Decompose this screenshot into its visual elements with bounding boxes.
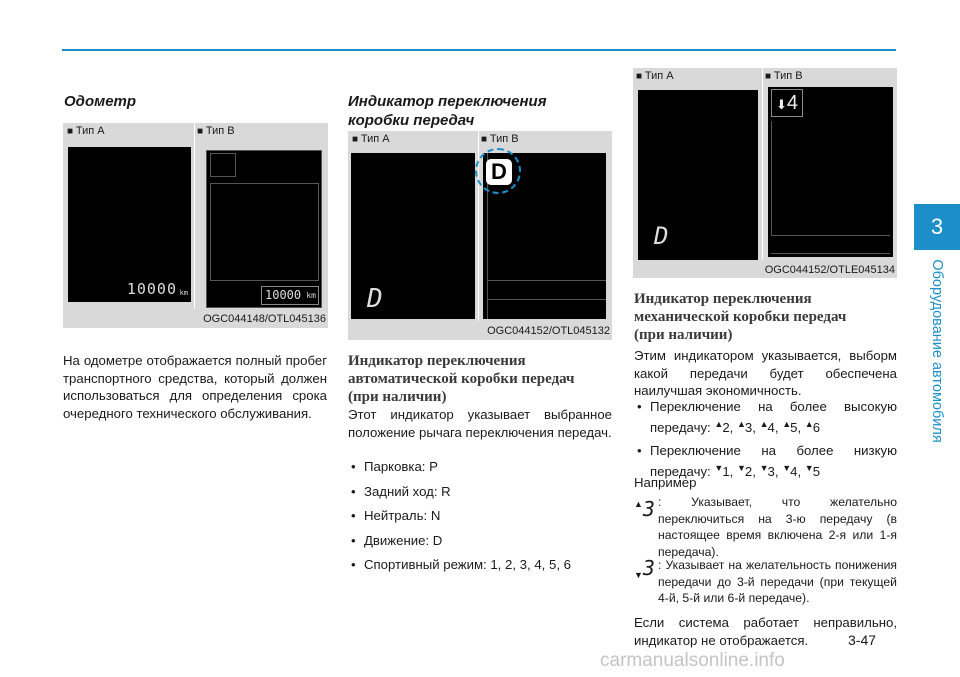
- gear-value: 6: [812, 419, 821, 435]
- screen-b-line: [488, 280, 606, 281]
- triangle-down-icon: ▼: [804, 462, 813, 473]
- odometer-value-b: 10000: [265, 288, 302, 302]
- type-b-label: ■ Тип В: [481, 133, 519, 145]
- gear-value: 5,: [790, 419, 802, 435]
- shift-down-icon: ⬇: [775, 97, 787, 112]
- manual-gear-box: [771, 89, 803, 117]
- example-gear: 3: [642, 497, 655, 521]
- screen-b-line: [488, 299, 606, 300]
- heading-line: Индикатор переключения: [348, 93, 547, 110]
- gear-position-list: [348, 458, 612, 574]
- triangle-up-icon: ▲: [804, 418, 813, 429]
- screen-b-line: [771, 235, 890, 236]
- type-b-label: ■ Тип В: [197, 125, 235, 137]
- gear-down-symbol: [634, 557, 655, 586]
- watermark: carmanualsonline.info: [600, 650, 785, 671]
- chapter-number: 3: [930, 214, 944, 239]
- figure-code: OGC044152/OTLE045134: [764, 264, 895, 276]
- example-gear: 3: [642, 556, 655, 580]
- example-label: Например: [634, 475, 697, 490]
- gear-value: 2,: [722, 419, 734, 435]
- gear-letter-a: D: [654, 222, 669, 250]
- gear-screen-a: [351, 153, 475, 319]
- odometer-box-b: [261, 286, 319, 305]
- list-item: [634, 398, 897, 436]
- triangle-up-icon: ▲: [759, 418, 768, 429]
- odometer-description: На одометре отображается полный пробег транспортного средства, который должен использоваться для определения срока очередного технического обслуживания.: [63, 353, 327, 421]
- gear-letter-a: D: [367, 284, 383, 314]
- gear-value: 4,: [790, 463, 802, 479]
- figure-divider: [762, 68, 763, 260]
- list-item: • Движение: D: [348, 532, 612, 550]
- list-item: • Парковка: P: [348, 458, 612, 476]
- odometer-heading: Одометр: [64, 93, 137, 110]
- manual-gear-value: 4: [786, 92, 799, 114]
- triangle-down-icon: ▼: [634, 570, 643, 580]
- example-down-text: : Указывает на желательность понижения передачи до 3-й передачи (при текущей 4-й, 5-й или 6-й передаче).: [658, 558, 897, 605]
- heading-line: автоматической коробки передач: [348, 371, 575, 387]
- triangle-down-icon: ▼: [782, 462, 791, 473]
- manual-description: Этим индикатором указывается, выборм какой передачи будет обеспечена наилучшая экономичность.: [634, 348, 897, 398]
- heading-line: коробки передач: [348, 112, 475, 129]
- list-item: • Нейтраль: N: [348, 507, 612, 525]
- shift-up-text: Переключение на более высокую передачу:: [650, 399, 897, 435]
- type-a-label: ■ Тип А: [636, 70, 674, 82]
- heading-line: Индикатор переключения: [634, 291, 812, 307]
- gear-up-symbol: [634, 493, 655, 521]
- triangle-down-icon: ▼: [714, 462, 723, 473]
- screen-b-panel: [210, 183, 319, 281]
- list-item: • Спортивный режим: 1, 2, 3, 4, 5, 6: [348, 556, 612, 574]
- odometer-screen-a: [68, 147, 191, 302]
- gear-value: 3,: [744, 419, 756, 435]
- gear-value: 4,: [767, 419, 779, 435]
- gear-badge-b: D: [486, 159, 512, 185]
- manual-heading: [634, 290, 898, 344]
- gear-value: 2,: [744, 463, 756, 479]
- list-item: • Задний ход: R: [348, 483, 612, 501]
- heading-line: Индикатор переключения: [348, 353, 526, 369]
- gear-value: 3,: [767, 463, 779, 479]
- manual-screen-b: [768, 87, 893, 257]
- gear-value: 1,: [722, 463, 734, 479]
- malfunction-note: Если система работает неправильно, индикатор не отображается.: [634, 615, 897, 648]
- shift-list: [634, 398, 897, 480]
- triangle-up-icon: ▲: [634, 499, 643, 509]
- odometer-unit-a: km: [179, 289, 188, 297]
- gear-indicator-heading: [348, 92, 613, 130]
- odometer-value-a: 10000: [126, 280, 177, 298]
- screen-b-line: [771, 121, 772, 235]
- odometer-screen-b: [206, 150, 322, 308]
- odometer-figure: [63, 123, 328, 328]
- page-number: 3-47: [848, 632, 877, 648]
- auto-gear-heading: [348, 352, 613, 406]
- type-a-label: ■ Тип А: [67, 125, 105, 137]
- auto-gear-description: Этот индикатор указывает выбранное положение рычага переключения передач.: [348, 407, 612, 440]
- triangle-up-icon: ▲: [714, 418, 723, 429]
- heading-line: (при наличии): [634, 327, 733, 343]
- gear-figure: [348, 131, 612, 340]
- odometer-unit-b: km: [306, 291, 316, 300]
- heading-line: механической коробки передач: [634, 309, 847, 325]
- example-up-text: : Указывает, что желательно переключиться на 3-ю передачу (в настоящее время включена 2-я или 1-я передача).: [658, 495, 897, 559]
- triangle-down-icon: ▼: [737, 462, 745, 473]
- header-rule: [62, 49, 896, 51]
- triangle-up-icon: ▲: [737, 418, 745, 429]
- screen-b-icon-box: [210, 153, 236, 177]
- heading-line: (при наличии): [348, 389, 447, 405]
- gear-value: 5: [812, 463, 821, 479]
- type-b-label: ■ Тип В: [765, 70, 803, 82]
- shift-down-text: Переключение на более низкую передачу:: [650, 443, 897, 479]
- figure-code: OGC044152/OTL045132: [487, 325, 610, 337]
- type-a-label: ■ Тип А: [352, 133, 390, 145]
- figure-code: OGC044148/OTL045136: [203, 313, 326, 325]
- triangle-down-icon: ▼: [759, 462, 768, 473]
- figure-divider: [194, 123, 195, 309]
- chapter-title: Оборудование автомобиля: [929, 259, 945, 443]
- triangle-up-icon: ▲: [782, 418, 791, 429]
- manual-screen-a: [638, 90, 758, 260]
- gear-screen-b: [483, 153, 606, 319]
- manual-figure: [633, 68, 897, 278]
- screen-b-line: [771, 253, 890, 254]
- chapter-tab[interactable]: [914, 204, 960, 250]
